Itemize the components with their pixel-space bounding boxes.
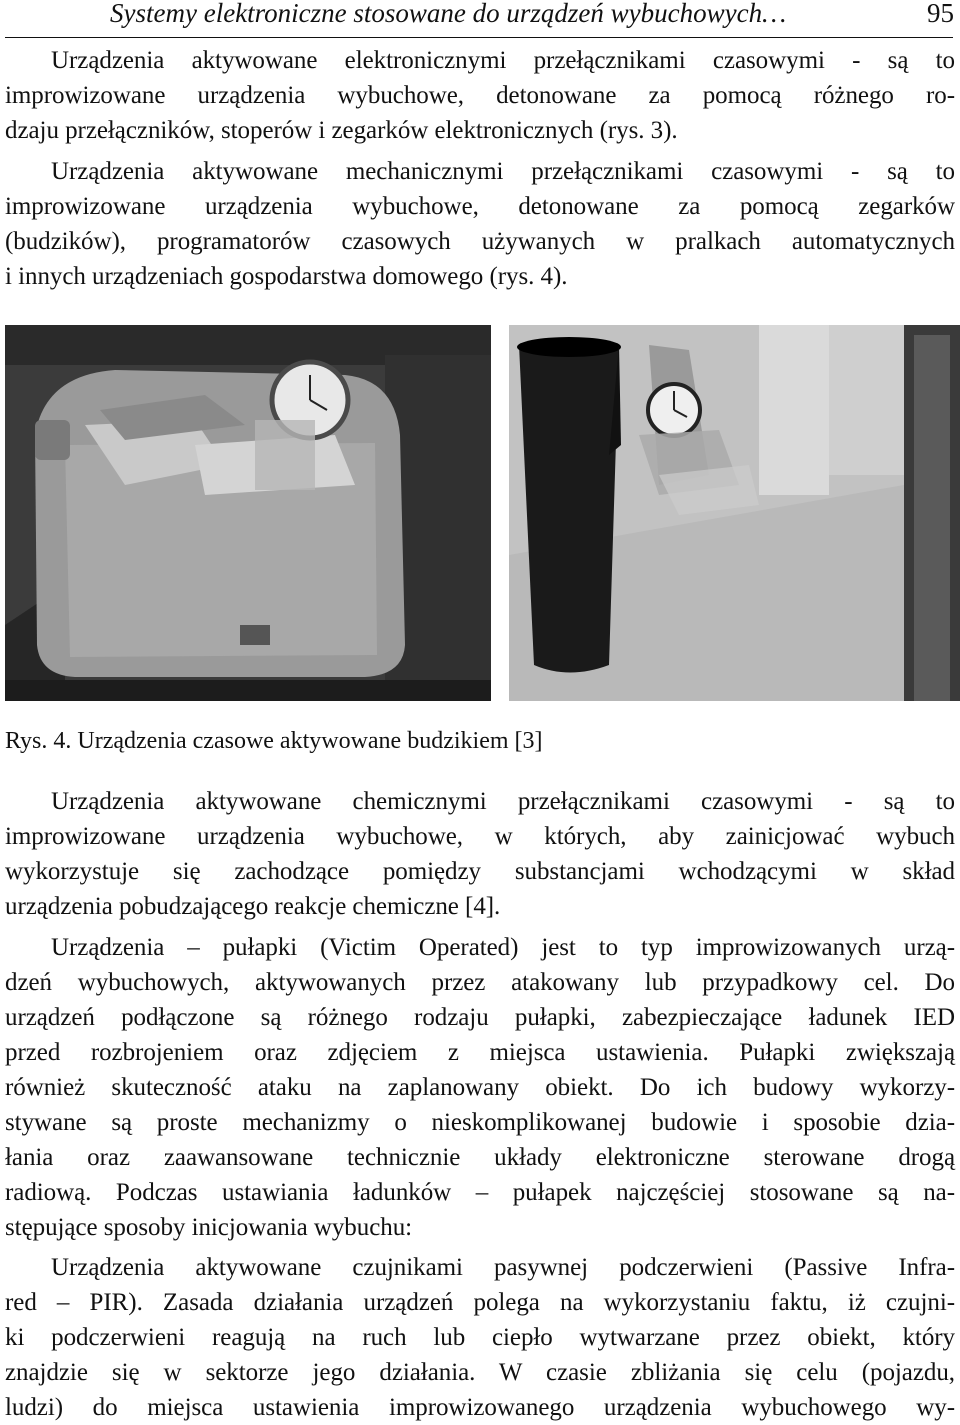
figure-caption: Rys. 4. Urządzenia czasowe aktywowane budzikiem [3] (5, 728, 543, 754)
canister-photo-illustration (5, 325, 491, 701)
text-line: urządzenia pobudzającego reakcje chemiczne [4]. (5, 893, 501, 920)
text-line: dzeń wybuchowych, aktywowanych przez atakowany lub przypadkowy cel. Do (5, 969, 955, 996)
text-line: Urządzenia aktywowane chemicznymi przełącznikami czasowymi - są to (51, 788, 955, 815)
header-rule (5, 37, 953, 38)
paragraph-electronic-switches (5, 43, 955, 148)
text-line: red – PIR). Zasada działania urządzeń polega na wykorzystaniu faktu, iż czujni- (5, 1289, 955, 1316)
running-title: Systemy elektroniczne stosowane do urządzeń wybuchowych… (110, 0, 787, 28)
text-line: Urządzenia aktywowane czujnikami pasywnej podczerwieni (Passive Infra- (51, 1254, 955, 1281)
text-line: wykorzystuje się zachodzące pomiędzy substancjami wchodzącymi w skład (5, 858, 955, 885)
text-line: przed rozbrojeniem oraz zdjęciem z miejsca ustawienia. Pułapki zwiększają (5, 1039, 955, 1066)
text-line: ki podczerwieni reagują na ruch lub ciepło wytwarzane przez obiekt, który (5, 1324, 955, 1351)
paragraph-chemical-switches (5, 784, 955, 924)
text-line: ludzi) do miejsca ustawienia improwizowanego urządzenia wybuchowego wy- (5, 1394, 955, 1421)
text-line: radiową. Podczas ustawiania ładunków – pułapek najczęściej stosowane są na- (5, 1179, 955, 1206)
text-line: (budzików), programatorów czasowych używanych w pralkach automatycznych (5, 228, 955, 255)
text-line: łania oraz zaawansowane technicznie układy elektroniczne sterowane drogą (5, 1144, 955, 1171)
text-line: improwizowane urządzenia wybuchowe, detonowane za pomocą zegarków (5, 193, 955, 220)
paragraph-victim-operated (5, 930, 955, 1245)
text-line: dzaju przełączników, stoperów i zegarków elektronicznych (rys. 3). (5, 117, 678, 144)
paragraph-pir-sensors (5, 1250, 955, 1425)
photo-canister-with-alarm-clock (5, 325, 491, 701)
text-line: improwizowane urządzenia wybuchowe, detonowane za pomocą różnego ro- (5, 82, 955, 109)
text-line: Urządzenia – pułapki (Victim Operated) jest to typ improwizowanych urzą- (51, 934, 955, 961)
text-line: improwizowane urządzenia wybuchowe, w których, aby zainicjować wybuch (5, 823, 955, 850)
text-line: stywane są proste mechanizmy o nieskomplikowanej budowie i sposobie dzia- (5, 1109, 955, 1136)
running-header (0, 0, 960, 40)
text-line: Urządzenia aktywowane elektronicznymi przełącznikami czasowymi - są to (51, 47, 955, 74)
text-line: również skuteczność ataku na zaplanowany obiekt. Do ich budowy wykorzy- (5, 1074, 955, 1101)
text-line: i innych urządzeniach gospodarstwa domowego (rys. 4). (5, 263, 568, 290)
page-number: 95 (927, 0, 954, 28)
bin-photo-illustration (509, 325, 960, 701)
text-line: Urządzenia aktywowane mechanicznymi przełącznikami czasowymi - są to (51, 158, 955, 185)
text-line: urządzeń podłączone są różnego rodzaju pułapki, zabezpieczające ładunek IED (5, 1004, 955, 1031)
photo-bin-with-alarm-clock (509, 325, 960, 701)
paragraph-mechanical-switches (5, 154, 955, 294)
text-line: znajdzie się w sektorze jego działania. W czasie zbliżania się celu (pojazdu, (5, 1359, 955, 1386)
text-line: stępujące sposoby inicjowania wybuchu: (5, 1214, 413, 1241)
